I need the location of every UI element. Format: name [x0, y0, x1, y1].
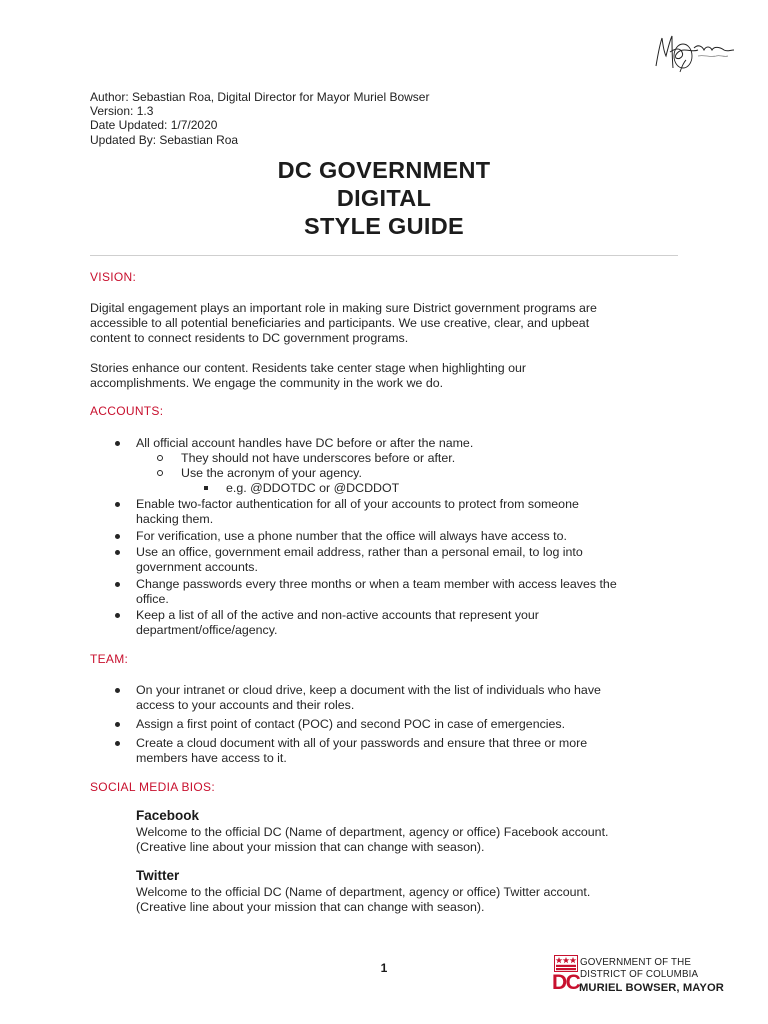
- list-item-text: Enable two-factor authentication for all of your accounts to protect from someone: [136, 497, 579, 511]
- list-item: [0, 529, 768, 544]
- updated-by-line: Updated By: Sebastian Roa: [90, 132, 239, 147]
- list-item-text: access to your accounts and their roles.: [136, 697, 355, 712]
- bio-platform-twitter: Twitter: [136, 868, 180, 883]
- signature-icon: [650, 26, 738, 76]
- accounts-list: [0, 436, 768, 639]
- bullet-icon: [115, 441, 120, 446]
- sub-list-item: [0, 451, 768, 466]
- list-item-text: Assign a first point of contact (POC) and second POC in case of emergencies.: [136, 716, 566, 731]
- bullet-icon: [115, 582, 120, 587]
- bio-line: (Creative line about your mission that can change with season).: [136, 900, 485, 914]
- paragraph-line: Digital engagement plays an important role in making sure District government programs are: [90, 300, 597, 315]
- list-item-text: Change passwords every three months or when a team member with access leaves the: [136, 576, 617, 591]
- bio-text-facebook: [136, 825, 608, 856]
- document-meta: [90, 90, 429, 147]
- paragraph-line: accessible to all potential beneficiaries and participants. We use creative, clear, and upbeat: [90, 315, 590, 330]
- paragraph-line: content to connect residents to DC government programs.: [90, 330, 409, 345]
- section-heading-vision: VISION:: [90, 270, 137, 284]
- logo-mayor-line: MURIEL BOWSER, MAYOR: [579, 982, 724, 994]
- list-item-text: They should not have underscores before or after.: [181, 450, 456, 465]
- list-item-text: Keep a list of all of the active and non-active accounts that represent your: [136, 608, 539, 622]
- square-bullet-icon: [204, 486, 209, 491]
- list-item-text: All official account handles have DC before or after the name.: [136, 435, 474, 450]
- list-item-text: Create a cloud document with all of your passwords and ensure that three or more: [136, 735, 588, 750]
- bullet-icon: [115, 550, 120, 555]
- list-item: [0, 736, 768, 766]
- sub-list-item: [0, 466, 768, 481]
- list-item-text: On your intranet or cloud drive, keep a document with the list of individuals who have: [136, 682, 601, 697]
- bullet-icon: [115, 613, 120, 618]
- section-heading-accounts: ACCOUNTS:: [90, 404, 164, 418]
- list-item-text: Use the acronym of your agency.: [181, 465, 362, 480]
- document-title: [0, 156, 768, 240]
- list-item: [0, 577, 768, 607]
- logo-monogram: DC: [552, 971, 580, 994]
- paragraph-line: accomplishments. We engage the community in the work we do.: [90, 375, 444, 390]
- page-number: 1: [380, 961, 388, 975]
- list-item-text: hacking them.: [136, 512, 214, 526]
- bullet-icon: [115, 722, 120, 727]
- bullet-icon: [115, 688, 120, 693]
- logo-text-line: GOVERNMENT OF THE: [580, 957, 692, 968]
- list-item-text: department/office/agency.: [136, 623, 278, 637]
- team-list: [0, 683, 768, 766]
- bio-line: (Creative line about your mission that can change with season).: [136, 840, 485, 854]
- vision-paragraph: [90, 301, 597, 346]
- list-item-text: e.g. @DDOTDC or @DCDDOT: [226, 480, 400, 495]
- bullet-icon: [115, 741, 120, 746]
- bio-line: Welcome to the official DC (Name of department, agency or office) Twitter account.: [136, 884, 591, 899]
- section-heading-team: TEAM:: [90, 652, 129, 666]
- list-item: [0, 497, 768, 527]
- paragraph-line: Stories enhance our content. Residents take center stage when highlighting our: [90, 360, 527, 375]
- date-updated-line: Date Updated: 1/7/2020: [90, 118, 218, 133]
- list-item-text: office.: [136, 591, 169, 606]
- title-line: DC GOVERNMENT: [277, 157, 491, 183]
- sub-sub-list-item: [0, 481, 768, 496]
- list-item: [0, 545, 768, 575]
- title-line: DIGITAL: [336, 185, 432, 211]
- vision-paragraph: [90, 361, 526, 391]
- list-item-text: Use an office, government email address, rather than a personal email, to log into: [136, 545, 583, 559]
- horizontal-divider: [90, 255, 678, 256]
- logo-text-line: DISTRICT OF COLUMBIA: [580, 969, 699, 980]
- list-item: [0, 683, 768, 713]
- bullet-icon: [115, 534, 120, 539]
- title-line: STYLE GUIDE: [304, 213, 464, 239]
- bio-platform-facebook: Facebook: [136, 808, 200, 823]
- bullet-icon: [115, 502, 120, 507]
- list-item-text: members have access to it.: [136, 750, 287, 765]
- list-item: [0, 717, 768, 732]
- list-item-text: government accounts.: [136, 560, 258, 574]
- hollow-bullet-icon: [157, 470, 163, 476]
- dc-flag-icon: [554, 955, 578, 972]
- section-heading-social-media-bios: SOCIAL MEDIA BIOS:: [90, 780, 215, 794]
- bio-line: Welcome to the official DC (Name of department, agency or office) Facebook account.: [136, 824, 609, 839]
- list-item-text: For verification, use a phone number that the office will always have access to.: [136, 528, 567, 543]
- hollow-bullet-icon: [157, 455, 163, 461]
- list-item: [0, 608, 768, 638]
- list-item: [0, 436, 768, 451]
- author-line: Author: Sebastian Roa, Digital Director for Mayor Muriel Bowser: [90, 90, 430, 104]
- version-line: Version: 1.3: [90, 104, 154, 119]
- bio-text-twitter: [136, 885, 590, 916]
